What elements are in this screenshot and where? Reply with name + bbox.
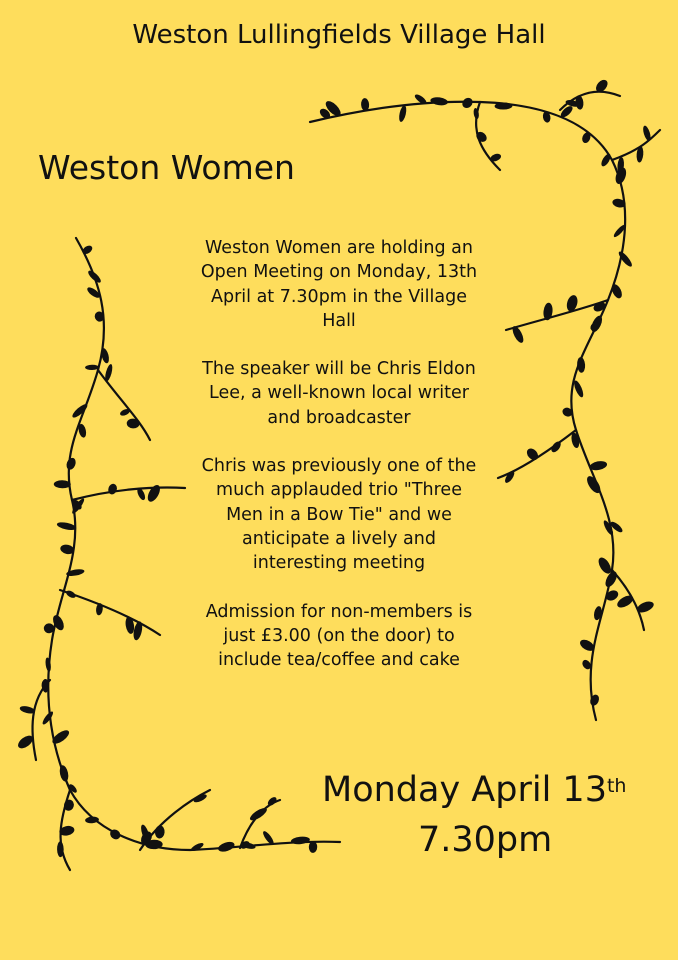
leaf-shape — [430, 96, 449, 106]
leaf-shape — [56, 521, 77, 532]
leaf-shape — [190, 841, 205, 852]
leaf-shape — [572, 379, 585, 398]
event-date — [322, 768, 626, 812]
leaf-shape — [65, 457, 77, 471]
leaf-shape — [154, 825, 165, 839]
leaf-shape — [145, 483, 162, 504]
page-title: Weston Women — [38, 148, 295, 187]
paragraph-admission: Admission for non-members is just £3.00 (on the door) to include tea/coffee and cake — [205, 601, 473, 671]
leaf-shape — [600, 152, 613, 167]
venue-heading: Weston Lullingfields Village Hall — [132, 20, 546, 50]
leaf-shape — [107, 483, 118, 496]
leaf-shape — [589, 693, 601, 707]
leaf-shape — [602, 519, 615, 536]
leaf-shape — [217, 840, 236, 853]
event-date-text: Monday April 13 — [322, 770, 607, 810]
leaf-shape — [41, 710, 55, 726]
leaf-shape — [460, 96, 474, 110]
leaf-shape — [85, 365, 99, 370]
leaf-shape — [65, 589, 77, 599]
leaf-shape — [604, 588, 620, 602]
leaf-shape — [615, 593, 635, 610]
leaf-shape — [81, 244, 94, 256]
leaf-shape — [248, 806, 268, 823]
paragraph-speaker: The speaker will be Chris Eldon Lee, a well-known local writer and broadcaster — [202, 359, 476, 428]
event-time: 7.30pm — [418, 820, 553, 860]
event-date-suffix: th — [606, 775, 627, 797]
leaf-shape — [57, 841, 64, 857]
leaf-shape — [71, 402, 90, 419]
leaf-shape — [577, 357, 586, 373]
leaf-shape — [398, 105, 408, 123]
leaf-shape — [86, 269, 102, 285]
event-description — [196, 236, 482, 696]
paragraph-background: Chris was previously one of the much applauded trio "Three Men in a Bow Tie" and we anticipate a lively and interesting meeting — [201, 456, 477, 574]
paragraph-meeting: Weston Women are holding an Open Meeting on Monday, 13th April at 7.30pm in the Village Hall — [200, 238, 478, 331]
